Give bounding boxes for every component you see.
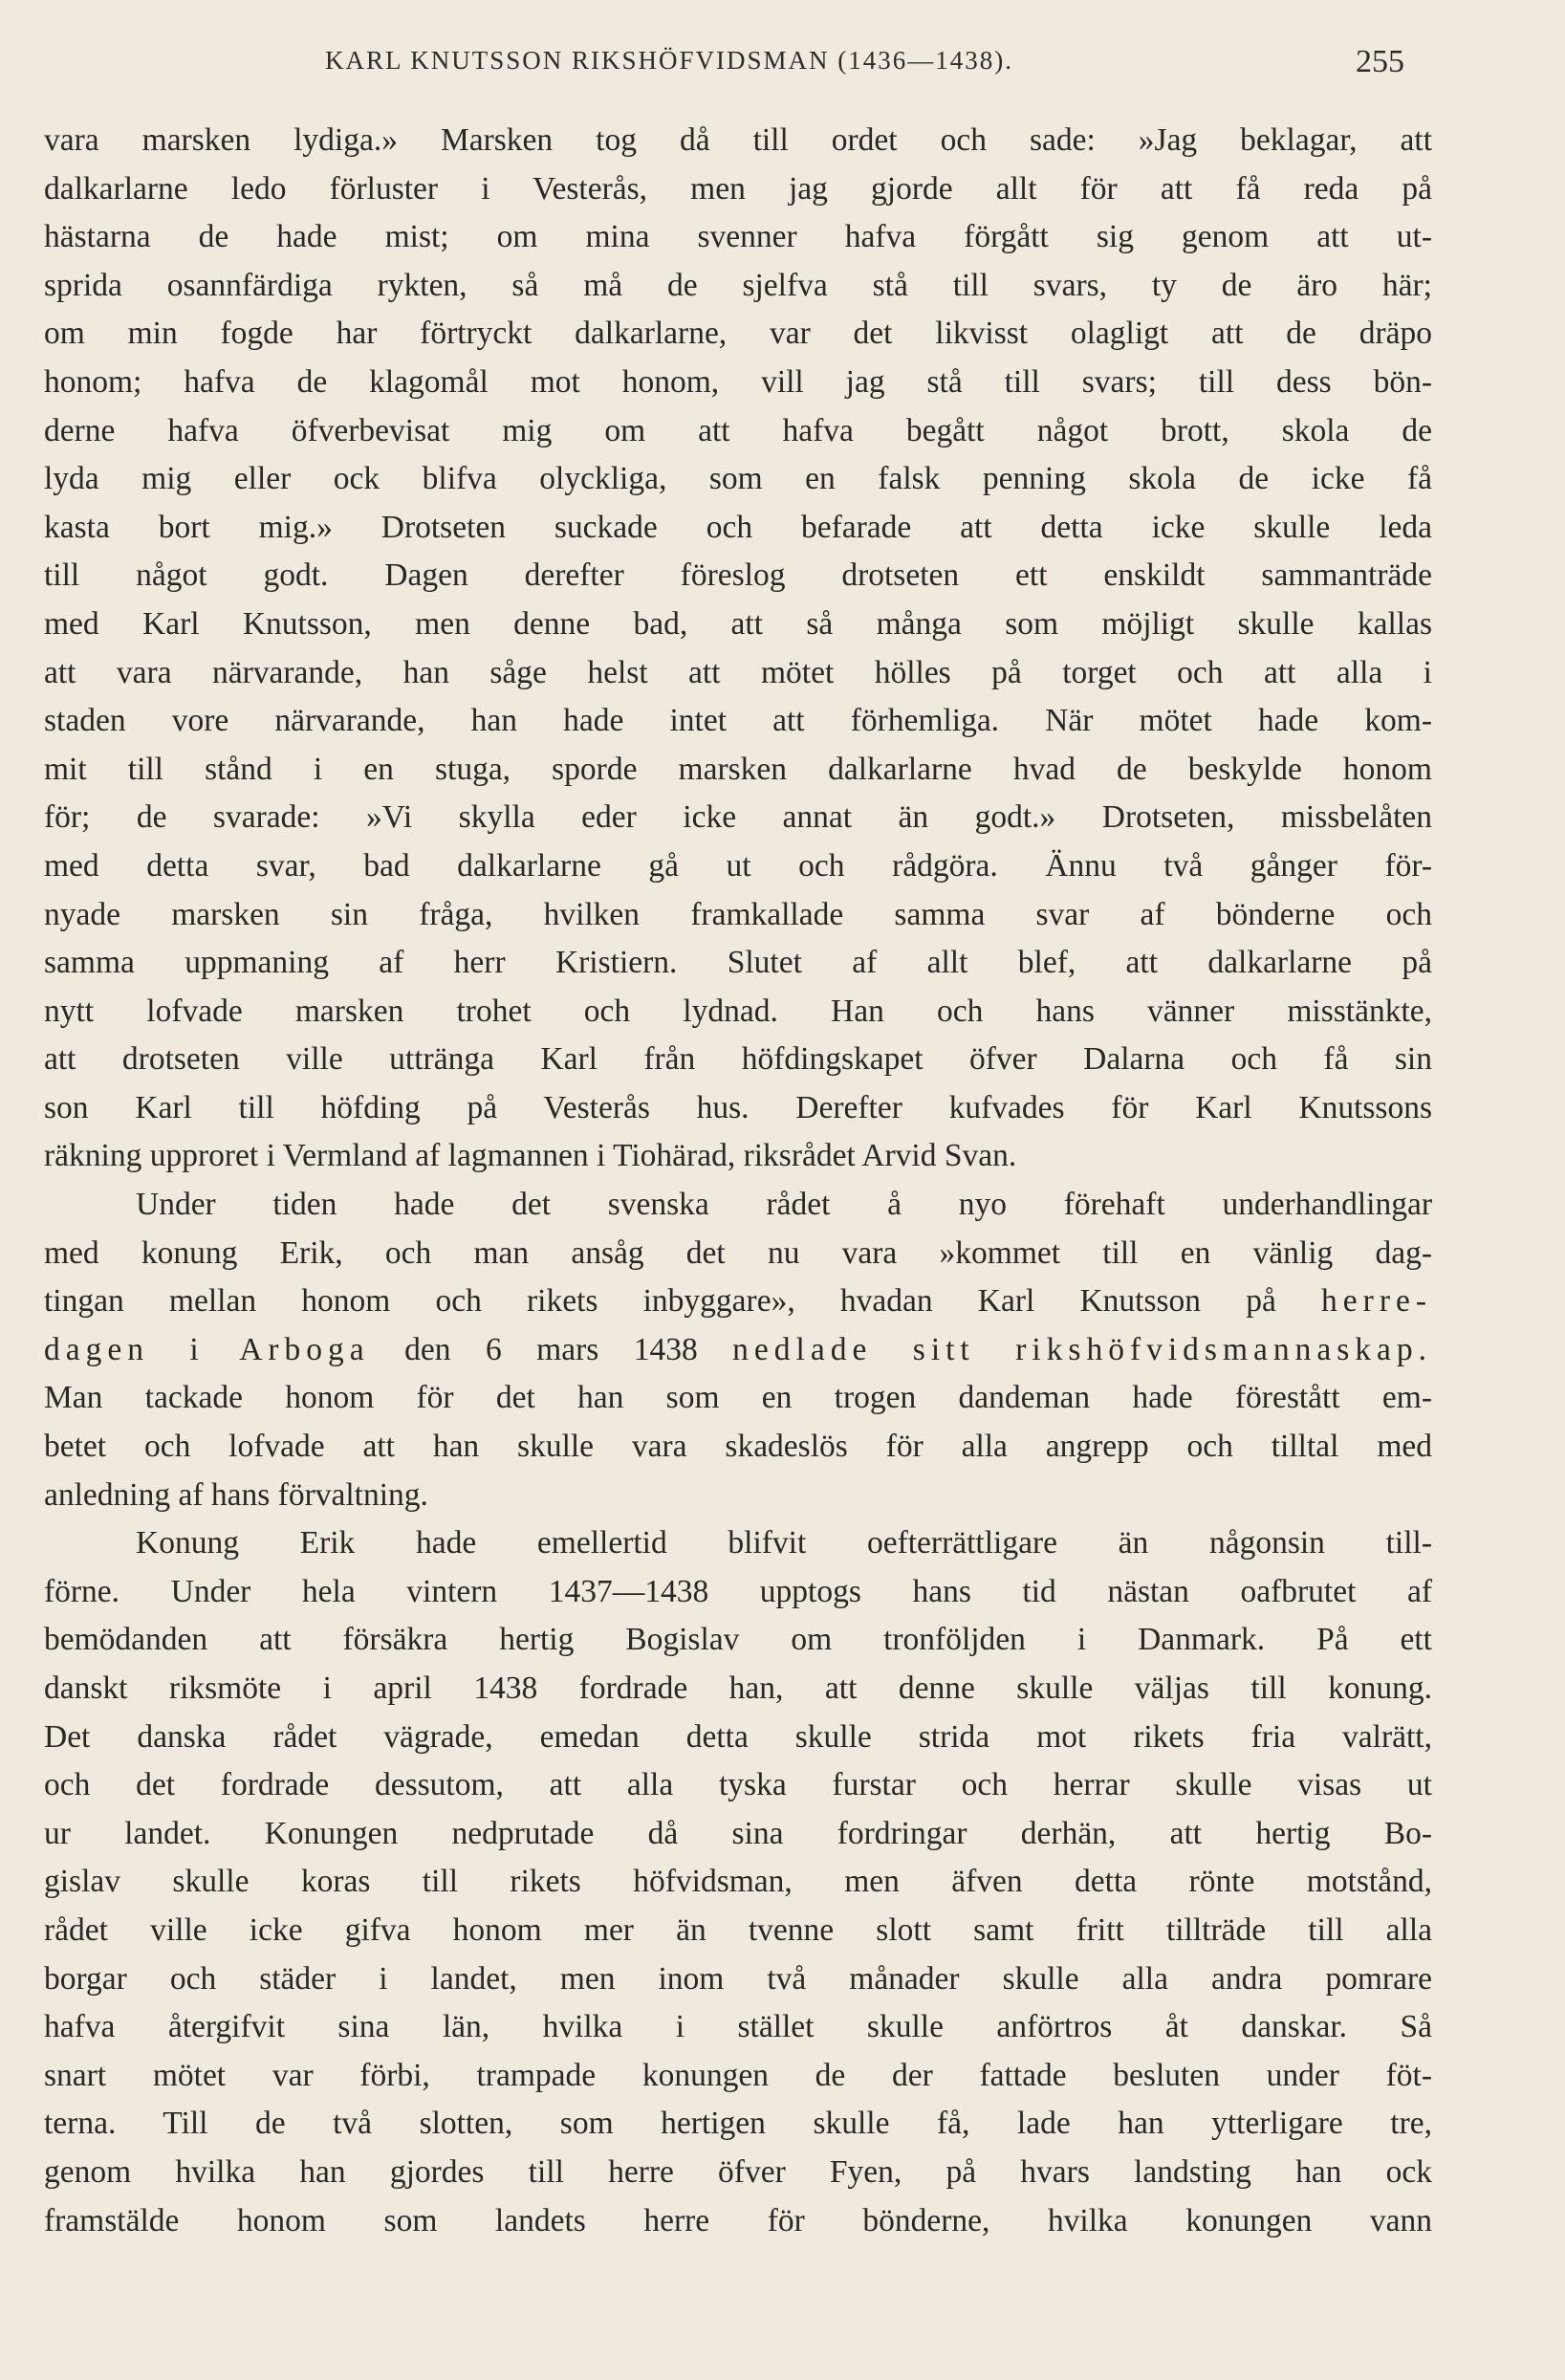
text-line: snart mötet var förbi, trampade konungen de der fattade besluten under föt-: [44, 2057, 1432, 2093]
text-line: rådet ville icke gifva honom mer än tvenne slott samt fritt tillträde till alla: [44, 1911, 1432, 1948]
text-line: genom hvilka han gjordes till herre öfver Fyen, på hvars landsting han ock: [44, 2153, 1432, 2190]
text-line: hafva återgifvit sina län, hvilka i stället skulle anförtros åt danskar. Så: [44, 2009, 1432, 2045]
text-line: att vara närvarande, han såge helst att mötet hölles på torget och att alla i: [44, 654, 1432, 690]
text-line: Under tiden hade det svenska rådet å nyo förehaft underhandlingar: [136, 1187, 1432, 1223]
text-line: terna. Till de två slotten, som hertigen skulle få, lade han ytterligare tre,: [44, 2106, 1432, 2142]
text-line: att drotseten ville uttränga Karl från höfdingskapet öfver Dalarna och få sin: [44, 1041, 1432, 1078]
spaced-term: Arboga: [239, 1331, 370, 1367]
text-line: räkning upproret i Vermland af lagmannen i Tiohärad, riksrådet Arvid Svan.: [44, 1138, 1017, 1174]
text-line-with-spaced-term: [44, 1277, 1432, 1326]
text-line: borgar och städer i landet, men inom två månader skulle alla andra pomrare: [44, 1960, 1432, 1997]
text-line: hästarna de hade mist; om mina svenner hafva förgått sig genom att ut-: [44, 219, 1432, 255]
text-span: den 6 mars 1438: [404, 1331, 698, 1367]
text-line: om min fogde har förtryckt dalkarlarne, var det likvisst olagligt att de dräpo: [44, 316, 1432, 352]
text-line: Konung Erik hade emellertid blifvit oefterrättligare än någonsin till-: [136, 1525, 1432, 1561]
text-line: sprida osannfärdiga rykten, så må de sjelfva stå till svars, ty de äro här;: [44, 267, 1432, 303]
text-line: vara marsken lydiga.» Marsken tog då till ordet och sade: »Jag beklagar, att: [44, 122, 1432, 158]
text-line: ur landet. Konungen nedprutade då sina fordringar derhän, att hertig Bo-: [44, 1815, 1432, 1851]
text-line: nytt lofvade marsken trohet och lydnad. Han och hans vänner misstänkte,: [44, 993, 1432, 1029]
text-line: för; de svarade: »Vi skylla eder icke annat än godt.» Drotseten, missbelåten: [44, 799, 1432, 836]
spaced-term: nedlade sitt rikshöfvidsmannaskap.: [732, 1331, 1433, 1367]
text-line: anledning af hans förvaltning.: [44, 1476, 428, 1513]
running-title: KARL KNUTSSON RIKSHÖFVIDSMAN (1436—1438).: [325, 46, 1014, 75]
page-number: 255: [1356, 44, 1404, 79]
text-line: honom; hafva de klagomål mot honom, vill jag stå till svars; till dess bön-: [44, 363, 1432, 400]
text-line-with-spaced-terms: [44, 1326, 1432, 1375]
text-line: bemödanden att försäkra hertig Bogislav om tronföljden i Danmark. På ett: [44, 1622, 1432, 1658]
spaced-term: dagen i: [44, 1331, 205, 1367]
text-span: tingan mellan honom och rikets inbyggare», hvadan Karl Knutsson på: [44, 1283, 1276, 1320]
text-line: danskt riksmöte i april 1438 fordrade han, att denne skulle väljas till konung.: [44, 1670, 1432, 1706]
spaced-term: herre-: [1321, 1283, 1433, 1320]
text-line: nyade marsken sin fråga, hvilken framkallade samma svar af bönderne och: [44, 896, 1432, 932]
text-line: staden vore närvarande, han hade intet att förhemliga. När mötet hade kom-: [44, 703, 1432, 739]
text-line: med Karl Knutsson, men denne bad, att så många som möjligt skulle kallas: [44, 605, 1432, 642]
text-line: framstälde honom som landets herre för bönderne, hvilka konungen vann: [44, 2202, 1432, 2238]
text-line: lyda mig eller ock blifva olyckliga, som en falsk penning skola de icke få: [44, 461, 1432, 497]
text-line: med konung Erik, och man ansåg det nu vara »kommet till en vänlig dag-: [44, 1234, 1432, 1271]
text-line: derne hafva öfverbevisat mig om att hafva begått något brott, skola de: [44, 412, 1432, 448]
running-head: [0, 38, 1565, 96]
body-text: [44, 117, 1432, 2245]
text-line: förne. Under hela vintern 1437—1438 upptogs hans tid nästan oafbrutet af: [44, 1573, 1432, 1609]
text-line: betet och lofvade att han skulle vara skadeslös för alla angrepp och tilltal med: [44, 1429, 1432, 1465]
text-line: och det fordrade dessutom, att alla tyska furstar och herrar skulle visas ut: [44, 1767, 1432, 1803]
text-line: till något godt. Dagen derefter föreslog drotseten ett enskildt sammanträde: [44, 557, 1432, 594]
text-line: dalkarlarne ledo förluster i Vesterås, men jag gjorde allt för att få reda på: [44, 170, 1432, 207]
text-line: Man tackade honom för det han som en trogen dandeman hade förestått em-: [44, 1380, 1432, 1416]
text-line: Det danska rådet vägrade, emedan detta skulle strida mot rikets fria valrätt,: [44, 1718, 1432, 1755]
text-line: son Karl till höfding på Vesterås hus. Derefter kufvades för Karl Knutssons: [44, 1089, 1432, 1125]
text-line: samma uppmaning af herr Kristiern. Slutet af allt blef, att dalkarlarne på: [44, 945, 1432, 981]
text-line: gislav skulle koras till rikets höfvidsman, men äfven detta rönte motstånd,: [44, 1864, 1432, 1900]
text-line: mit till stånd i en stuga, sporde marsken dalkarlarne hvad de beskylde honom: [44, 751, 1432, 787]
text-line: kasta bort mig.» Drotseten suckade och befarade att detta icke skulle leda: [44, 509, 1432, 545]
text-line: med detta svar, bad dalkarlarne gå ut och rådgöra. Ännu två gånger för-: [44, 847, 1432, 884]
